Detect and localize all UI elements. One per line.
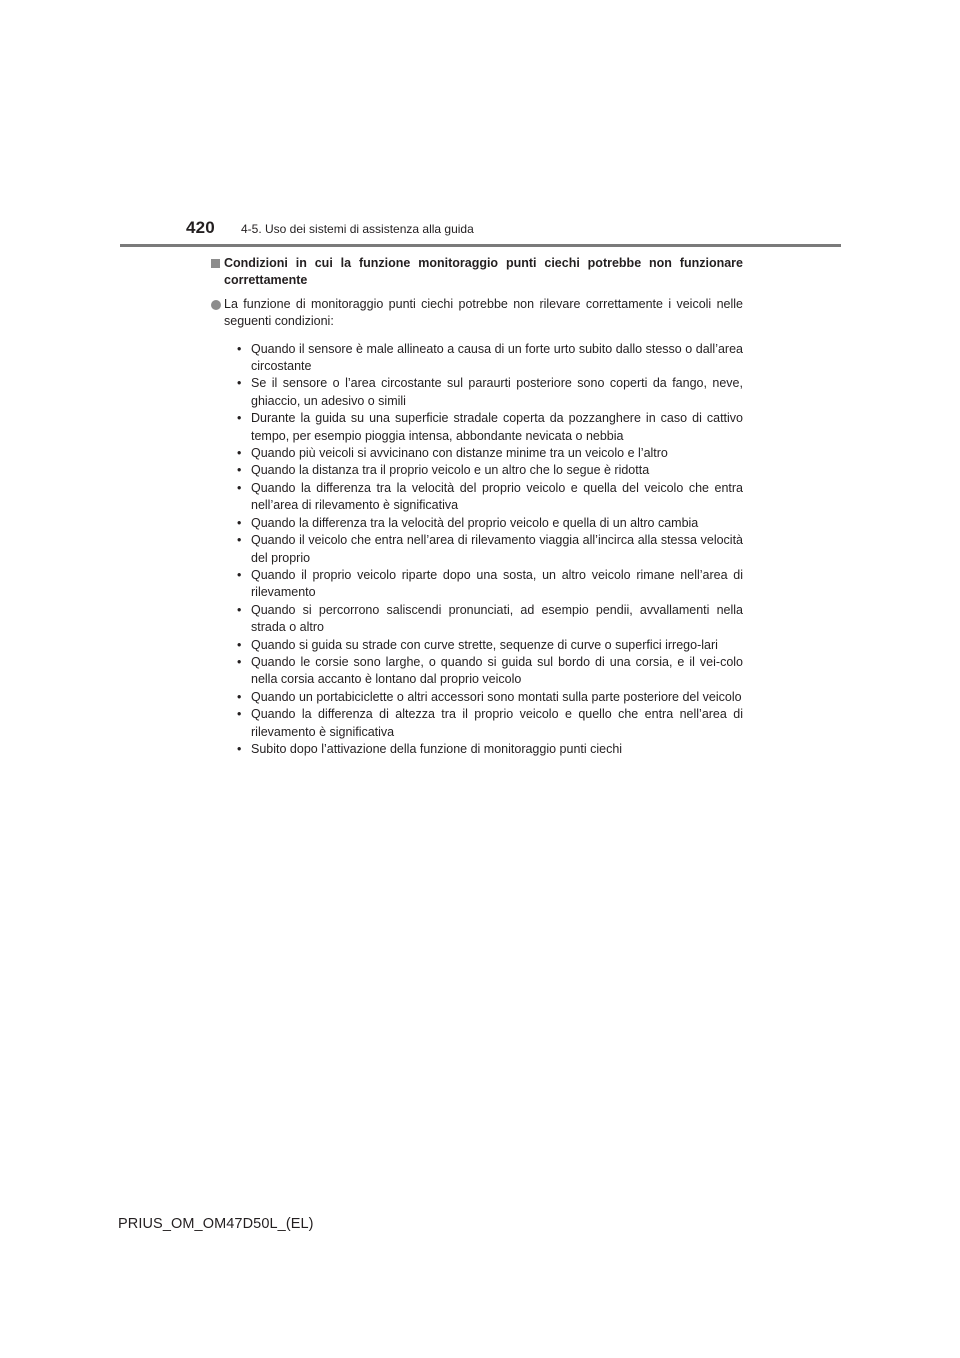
header-divider <box>120 244 841 247</box>
bullet-dot-icon: • <box>237 480 242 495</box>
list-item-text: Se il sensore o l’area circostante sul paraurti posteriore sono coperti da fango, neve, ghiaccio, un adesivo o simili <box>251 376 743 408</box>
document-code: PRIUS_OM_OM47D50L_(EL) <box>118 1216 314 1232</box>
bullet-dot-icon: • <box>237 689 242 704</box>
section-heading-text: Condizioni in cui la funzione monitoraggio punti ciechi potrebbe non funzionare correttamente <box>224 256 743 288</box>
list-item <box>237 689 743 706</box>
list-item <box>237 637 743 654</box>
list-item-text: Subito dopo l’attivazione della funzione di monitoraggio punti ciechi <box>251 741 623 756</box>
bullet-dot-icon: • <box>237 411 242 426</box>
intro-paragraph <box>211 296 743 331</box>
section-heading <box>211 255 743 290</box>
bullet-dot-icon: • <box>237 637 242 652</box>
bullet-dot-icon: • <box>237 707 242 722</box>
list-item-text: Quando il proprio veicolo riparte dopo una sosta, un altro veicolo rimane nell’area di rilevamento <box>251 567 743 600</box>
section-content <box>211 255 743 758</box>
list-item <box>237 567 743 602</box>
list-item <box>237 515 743 532</box>
list-item-text: Quando si percorrono saliscendi pronunciati, ad esempio pendii, avvallamenti nella strada o altro <box>251 602 743 635</box>
list-item <box>237 445 743 462</box>
list-item <box>237 532 743 567</box>
list-item-text: Quando la distanza tra il proprio veicolo e un altro che lo segue è ridotta <box>251 463 650 478</box>
bullet-dot-icon: • <box>237 463 242 478</box>
list-item <box>237 410 743 445</box>
bullet-dot-icon: • <box>237 341 242 356</box>
list-item <box>237 741 743 758</box>
list-item <box>237 602 743 637</box>
list-item <box>237 341 743 376</box>
list-item-text: Quando la differenza tra la velocità del proprio veicolo e quella del veicolo che entra nell’area di rilevamento è significativa <box>251 480 743 513</box>
list-item-text: Quando più veicoli si avvicinano con distanze minime tra un veicolo e l’altro <box>251 446 668 461</box>
intro-text: La funzione di monitoraggio punti ciechi potrebbe non rilevare correttamente i veicoli nelle seguenti condizioni: <box>224 296 743 329</box>
list-item-text: Quando la differenza tra la velocità del proprio veicolo e quella di un altro cambia <box>251 515 699 530</box>
bullet-dot-icon: • <box>237 446 242 461</box>
list-item-text: Quando la differenza di altezza tra il proprio veicolo e quello che entra nell’area di rilevamento è significativa <box>251 707 743 739</box>
bullet-dot-icon: • <box>237 602 242 617</box>
list-item <box>237 480 743 515</box>
list-item-text: Quando le corsie sono larghe, o quando si guida sul bordo di una corsia, e il vei-colo nella corsia accanto è lontano dal proprio veicolo <box>251 654 743 687</box>
bullet-dot-icon: • <box>237 741 242 756</box>
list-item-text: Durante la guida su una superficie stradale coperta da pozzanghere in caso di cattivo tempo, per esempio pioggia intensa, abbondante nevicata o nebbia <box>251 411 743 443</box>
list-item <box>237 654 743 689</box>
bullet-dot-icon: • <box>237 533 242 548</box>
list-item-text: Quando il veicolo che entra nell’area di rilevamento viaggia all’incirca alla stessa velocità del proprio <box>251 533 743 565</box>
list-item-text: Quando un portabiciclette o altri accessori sono montati sulla parte posteriore del veicolo <box>251 689 742 704</box>
list-item-text: Quando il sensore è male allineato a causa di un forte urto subito dallo stesso o dall’area circostante <box>251 341 743 374</box>
bullet-dot-icon: • <box>237 515 242 530</box>
list-item-text: Quando si guida su strade con curve strette, sequenze di curve o superfici irrego-lari <box>251 637 718 652</box>
page-number: 420 <box>186 218 215 237</box>
section-title: 4-5. Uso dei sistemi di assistenza alla guida <box>241 222 474 236</box>
list-item <box>237 375 743 410</box>
list-item <box>237 706 743 741</box>
circle-bullet-icon <box>211 300 221 310</box>
conditions-list <box>211 341 743 759</box>
bullet-dot-icon: • <box>237 376 242 391</box>
bullet-dot-icon: • <box>237 654 242 669</box>
list-item <box>237 462 743 479</box>
bullet-dot-icon: • <box>237 567 242 582</box>
square-bullet-icon <box>211 259 220 268</box>
